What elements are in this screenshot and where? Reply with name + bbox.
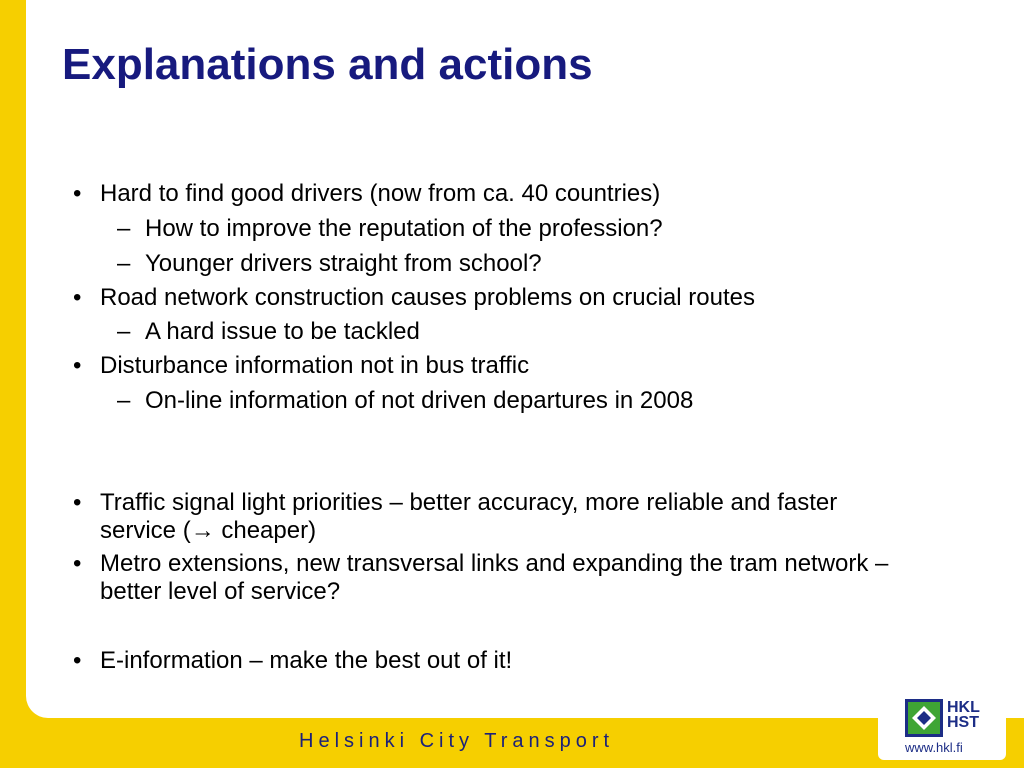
footer-organization: Helsinki City Transport (299, 730, 615, 752)
bullet-text: Hard to find good drivers (now from ca. 40 countries) (100, 180, 661, 207)
sub-bullet-text: A hard issue to be tackled (145, 318, 420, 345)
bullet-marker: • (73, 489, 82, 516)
website-url[interactable]: www.hkl.fi (905, 740, 963, 755)
sub-bullet-text: How to improve the reputation of the profession? (145, 215, 663, 242)
sub-bullet-marker: – (117, 250, 131, 277)
bullet-text: Metro extensions, new transversal links and expanding the tram network – better level of service? (100, 550, 889, 605)
slide-title: Explanations and actions (62, 40, 593, 89)
sub-bullet-marker: – (117, 387, 131, 414)
bullet-marker: • (73, 647, 82, 674)
bullet-marker: • (73, 284, 82, 311)
bullet-text: E-information – make the best out of it! (100, 647, 513, 674)
logo-line-hkl: HKL (947, 699, 980, 716)
logo-wordmark (947, 700, 980, 730)
hkl-logo-icon (904, 698, 944, 738)
bullet-text (100, 489, 900, 545)
bullet-text: Disturbance information not in bus traffic (100, 352, 530, 379)
sub-bullet-marker: – (117, 215, 131, 242)
sub-bullet-text: On-line information of not driven departures in 2008 (145, 387, 694, 414)
bullet-marker: • (73, 550, 82, 577)
bullet-marker: • (73, 352, 82, 379)
bullet-text-part: Traffic signal light priorities – better accuracy, more reliable and faster service ( (100, 489, 838, 544)
arrow-icon: → (190, 517, 215, 544)
sub-bullet-marker: – (117, 318, 131, 345)
logo-line-hst: HST (947, 714, 979, 731)
bullet-text: Road network construction causes problems on crucial routes (100, 284, 755, 311)
bullet-marker: • (73, 180, 82, 207)
bullet-text-part: cheaper) (214, 517, 317, 544)
sub-bullet-text: Younger drivers straight from school? (145, 250, 542, 277)
